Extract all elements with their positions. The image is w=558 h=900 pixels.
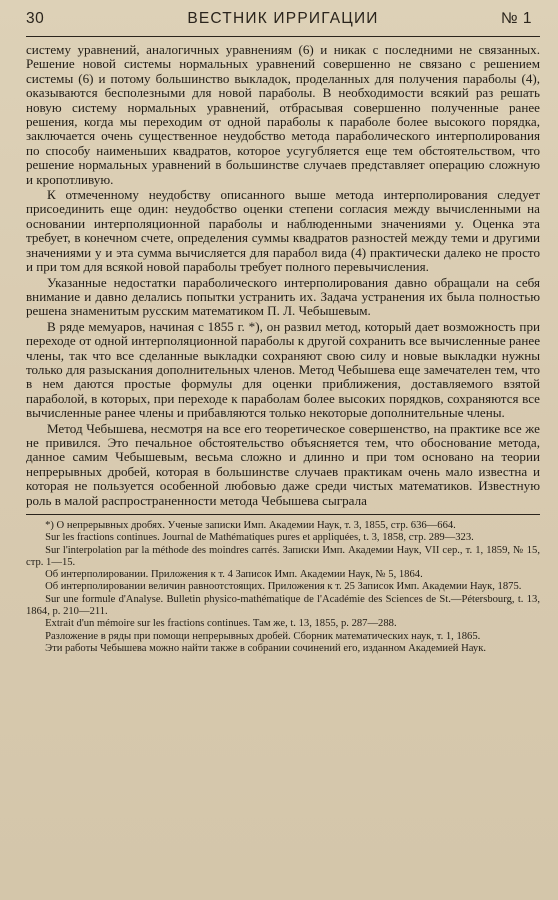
- paragraph-4: В ряде мемуаров, начиная с 1855 г. *), он развил метод, который дает возможность при переходе от одной интерполяционной параболы к другой сохранить все вычисленные ранее члены, так что все сделанные выкладки сохраняют свою силу и новые выкладки нужны только для разыскания дополнительных членов. Метод Чебышева еще замечателен тем, что в нем даются простые формулы для оценки приближения, доставляемого взятой параболой, в которых, при переходе к параболам более высоких порядков, сохраняются все вычисленные ранее члены и прибавляются только некоторые дополнительные члены.: [26, 318, 540, 421]
- paragraph-1: систему уравнений, аналогичных уравнениям (6) и никак с последними не связанных. Решение новой системы нормальных уравнений совершенно не связано с решением системы (6) и потому большинство выкладок, проделанных для получения параболы (4), оказываются бесполезными для новой параболы. В необходимости всякий раз решать новую систему нормальных уравнений, отбрасывая совершенно полученные ранее решения, когда мы переходим от одной параболы к параболе более высокого порядка, заключается очень существенное неудобство метода параболического интерполирования по способу наименьших квадратов, которое усугубляется еще тем обстоятельством, что решение нормальных уравнений в большинстве случаев представляет операцию сложную и кропотливую.: [26, 42, 540, 187]
- footnote-9: Эти работы Чебышева можно найти также в собрании сочинений его, изданном Академией Наук.: [45, 642, 487, 654]
- paragraph-2: К отмеченному неудобству описанного выше метода интерполирования следует присоединить еще один: неудобство оценки степени согласия между вычисленными на основании интерполяционной параболы и наблюденными значениями y. Оценка эта требует, в конечном счете, определения суммы квадратов разностей между теми и другими значениями y и эта сумма вычисляется для парабол вида (4) практически далеко не просто и при том для всякой новой параболы требует полного перевычисления.: [26, 187, 540, 275]
- footnote-3: Sur l'interpolation par la méthode des moindres carrés. Записки Имп. Академии Наук, VII сер., т. 1, 1859, № 15, стр. 1—15.: [26, 544, 540, 568]
- journal-title: ВЕСТНИК ИРРИГАЦИИ: [187, 10, 379, 27]
- footnote-5: Об интерполировании величин равноотстоящих. Приложения к т. 25 Записок Имп. Академии Наук, 1875.: [45, 581, 522, 593]
- footnote-2: Sur les fractions continues. Journal de Mathématiques pures et appliquées, t. 3, 1858, стр. 289—323.: [45, 532, 474, 544]
- paragraph-5: Метод Чебышева, несмотря на все его теоретическое совершенство, на практике все же не привился. Это печальное обстоятельство объясняется тем, что обоснование метода, данное самим Чебышевым, весьма сложно и длинно и при том основано на теории непрерывных дробей, которая в большинстве случаев практикам очень мало известна и которая не пользуется особенной любовью даже среди чистых математиков. Известную роль в малой распространенности метода Чебышева сыграла: [26, 420, 540, 508]
- page-number: 30: [26, 10, 45, 27]
- footnotes: [26, 520, 540, 655]
- footnote-6: Sur une formule d'Analyse. Bulletin physico-mathématique de l'Académie des Sciences de St.—Pétersbourg, t. 13, 1864, p. 210—211.: [26, 593, 540, 618]
- footnote-1: *) О непрерывных дробях. Ученые записки Имп. Академии Наук, т. 3, 1855, стр. 636—664.: [45, 520, 456, 531]
- footnote-8: Разложение в ряды при помощи непрерывных дробей. Сборник математических наук, т. 1, 1865.: [45, 630, 481, 642]
- paragraph-3: Указанные недостатки параболического интерполирования давно обращали на себя внимание и давно делались попытки устранить их. Задача устранения их была полностью решена знаменитым русским математиком П. Л. Чебышевым.: [26, 274, 540, 319]
- header-rule: [26, 36, 540, 37]
- footnote-rule: [26, 514, 540, 515]
- article-body: [26, 43, 540, 508]
- footnote-7: Extrait d'un mémoire sur les fractions continues. Там же, t. 13, 1855, p. 287—288.: [45, 618, 397, 630]
- running-head: [26, 6, 540, 32]
- footnote-4: Об интерполировании. Приложения к т. 4 Записок Имп. Академии Наук, № 5, 1864.: [45, 569, 423, 581]
- issue-number: № 1: [500, 10, 532, 27]
